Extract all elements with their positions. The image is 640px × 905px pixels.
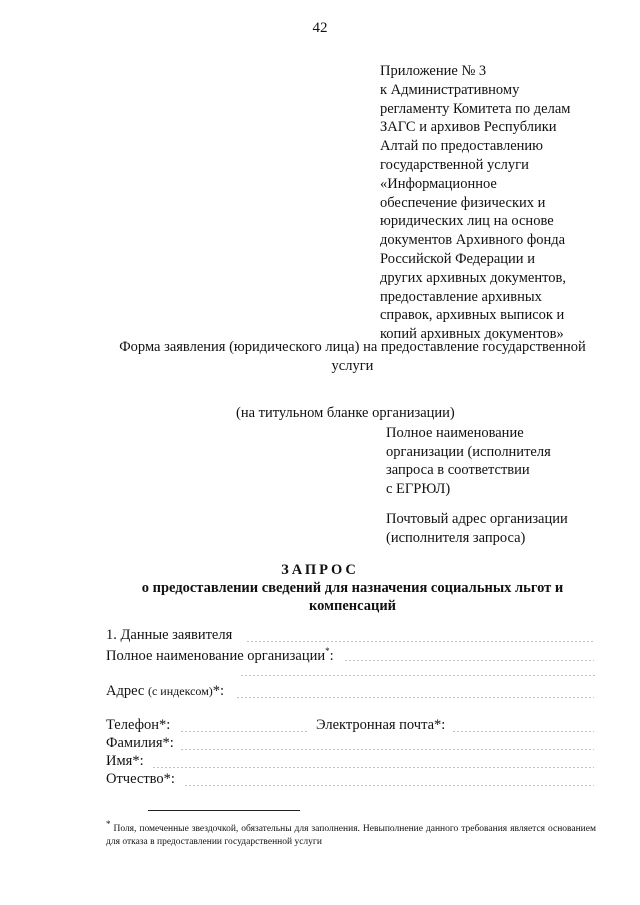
patronymic-label: Отчество*: — [106, 771, 175, 787]
appendix-line: государственной услуги — [380, 156, 529, 173]
appendix-line: к Административному — [380, 81, 520, 98]
footnote — [106, 818, 596, 849]
address-input-line[interactable] — [236, 697, 594, 698]
surname-input-line[interactable] — [180, 749, 594, 750]
organization-name-block — [386, 424, 551, 498]
appendix-line: копий архивных документов» — [380, 326, 564, 343]
appendix-line: других архивных документов, — [380, 269, 566, 286]
appendix-line: документов Архивного фонда — [380, 232, 566, 249]
appendix-line: предоставление архивных — [380, 288, 542, 305]
letterhead-note: (на титульном бланке организации) — [236, 405, 455, 421]
footnote-mark: * — [106, 819, 111, 829]
fill-line[interactable] — [246, 641, 594, 642]
appendix-line: обеспечение физических и — [380, 194, 546, 211]
address-label: Адрес — [106, 683, 148, 699]
patronymic-input-line[interactable] — [184, 785, 594, 786]
address-block-line: (исполнителя запроса) — [386, 529, 526, 546]
footnote-divider — [148, 810, 300, 811]
surname-label: Фамилия*: — [106, 735, 174, 751]
full-name-input-line[interactable] — [344, 660, 594, 661]
org-block-line: Полное наименование — [386, 425, 524, 441]
section-title-applicant: 1. Данные заявителя — [106, 627, 233, 643]
org-block-line: запроса в соответствии — [386, 462, 530, 478]
required-mark: * — [325, 646, 330, 656]
full-name-colon: : — [329, 647, 334, 664]
org-block-line: организации (исполнителя — [386, 443, 551, 460]
appendix-line: ЗАГС и архивов Республики — [380, 119, 557, 136]
form-title: Форма заявления (юридического лица) на предоставление государственной услуги — [119, 339, 586, 374]
name-label: Имя*: — [106, 753, 144, 769]
org-block-line: с ЕГРЮЛ) — [386, 480, 451, 497]
email-label: Электронная почта*: — [316, 717, 446, 733]
address-hint: (с индексом) — [147, 684, 213, 698]
email-input-line[interactable] — [452, 731, 594, 732]
appendix-line: Приложение № 3 — [380, 63, 487, 79]
appendix-line: Алтай по предоставлению — [380, 138, 543, 155]
request-heading: ЗАПРОС — [281, 562, 359, 578]
name-input-line[interactable] — [152, 767, 594, 768]
appendix-line: «Информационное — [380, 175, 497, 192]
request-subject: о предоставлении сведений для назначения социальных льгот и компенсаций — [141, 580, 564, 614]
appendix-line: регламенту Комитета по делам — [380, 100, 571, 117]
appendix-line: Российской Федерации и — [380, 250, 535, 267]
footnote-text: Поля, помеченные звездочкой, обязательны для заполнения. Невыполнение данного требования является основанием для отказа в предоставлении государственной услуги — [106, 824, 596, 848]
address-suffix: *: — [212, 683, 225, 699]
page-number: 42 — [312, 20, 328, 36]
appendix-line: справок, архивных выписок и — [380, 307, 565, 324]
address-field-label — [106, 683, 224, 700]
full-name-field-label — [106, 646, 334, 665]
phone-label: Телефон*: — [106, 717, 171, 733]
appendix-line: юридических лиц на основе — [380, 213, 554, 230]
full-name-input-line-2[interactable] — [240, 675, 596, 676]
address-block-line: Почтовый адрес организации — [386, 511, 568, 527]
full-name-label: Полное наименование организации — [106, 647, 326, 664]
appendix-header — [380, 62, 600, 344]
postal-address-block — [386, 510, 568, 547]
phone-input-line[interactable] — [180, 731, 308, 732]
